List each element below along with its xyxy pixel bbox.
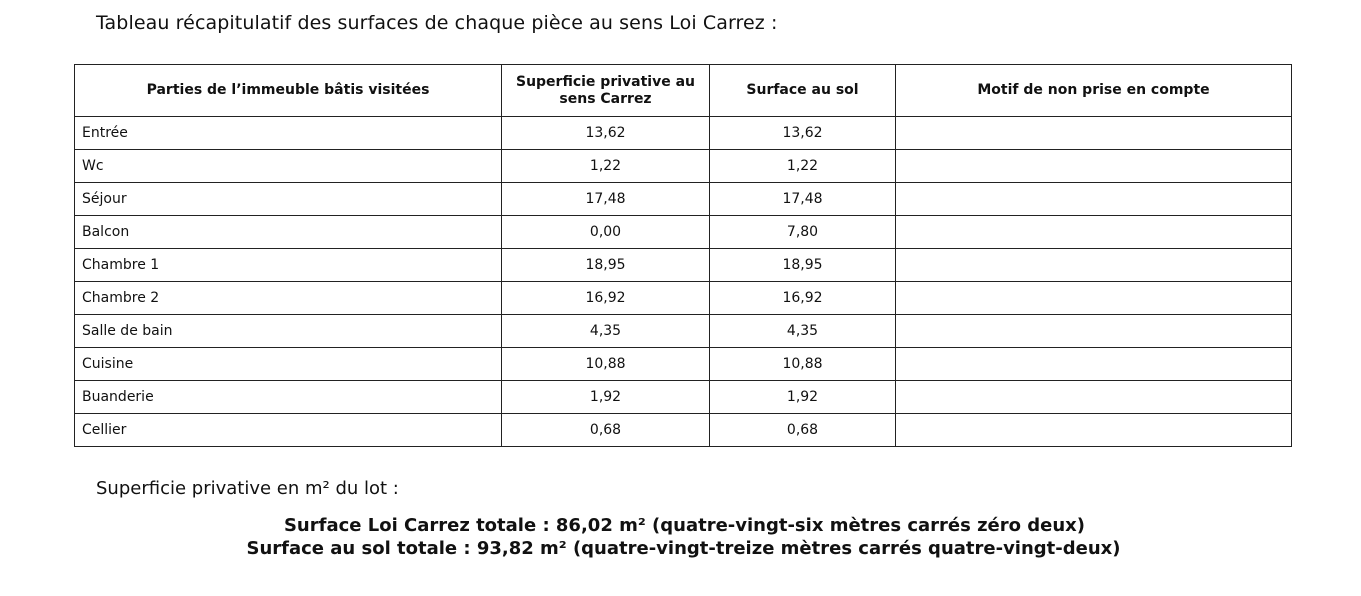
- total-carrez: Surface Loi Carrez totale : 86,02 m² (quatre-vingt-six mètres carrés zéro deux): [283, 515, 1086, 536]
- table-row: [75, 249, 1292, 282]
- row-carrez: 0,00: [502, 216, 710, 249]
- row-name: Wc: [75, 150, 502, 183]
- row-sol: 1,22: [710, 150, 896, 183]
- surfaces-table: [74, 64, 1292, 447]
- row-carrez: 1,92: [502, 381, 710, 414]
- table-row: [75, 117, 1292, 150]
- table-row: [75, 183, 1292, 216]
- row-name: Chambre 1: [75, 249, 502, 282]
- table-row: [75, 348, 1292, 381]
- row-carrez: 0,68: [502, 414, 710, 447]
- row-motif: [896, 381, 1292, 414]
- table-row: [75, 150, 1292, 183]
- row-carrez: 18,95: [502, 249, 710, 282]
- row-name: Séjour: [75, 183, 502, 216]
- row-sol: 17,48: [710, 183, 896, 216]
- row-sol: 10,88: [710, 348, 896, 381]
- table-row: [75, 381, 1292, 414]
- table-row: [75, 216, 1292, 249]
- row-sol: 0,68: [710, 414, 896, 447]
- row-carrez: 17,48: [502, 183, 710, 216]
- row-carrez: 10,88: [502, 348, 710, 381]
- table-row: [75, 414, 1292, 447]
- header-superficie-carrez: Superficie privative au sens Carrez: [502, 65, 710, 117]
- row-motif: [896, 282, 1292, 315]
- row-carrez: 1,22: [502, 150, 710, 183]
- row-motif: [896, 315, 1292, 348]
- row-name: Cuisine: [75, 348, 502, 381]
- row-motif: [896, 117, 1292, 150]
- row-name: Salle de bain: [75, 315, 502, 348]
- row-motif: [896, 249, 1292, 282]
- row-carrez: 4,35: [502, 315, 710, 348]
- row-name: Chambre 2: [75, 282, 502, 315]
- row-motif: [896, 414, 1292, 447]
- table-row: [75, 282, 1292, 315]
- row-sol: 18,95: [710, 249, 896, 282]
- row-carrez: 16,92: [502, 282, 710, 315]
- row-motif: [896, 150, 1292, 183]
- row-carrez: 13,62: [502, 117, 710, 150]
- header-surface-sol: Surface au sol: [710, 65, 896, 117]
- row-sol: 7,80: [710, 216, 896, 249]
- row-name: Cellier: [75, 414, 502, 447]
- row-motif: [896, 348, 1292, 381]
- row-sol: 13,62: [710, 117, 896, 150]
- row-sol: 4,35: [710, 315, 896, 348]
- document-title: Tableau récapitulatif des surfaces de chaque pièce au sens Loi Carrez :: [96, 12, 778, 34]
- table-header-row: [75, 65, 1292, 117]
- row-sol: 1,92: [710, 381, 896, 414]
- header-parties: Parties de l’immeuble bâtis visitées: [75, 65, 502, 117]
- row-motif: [896, 183, 1292, 216]
- header-motif: Motif de non prise en compte: [896, 65, 1292, 117]
- total-sol: Surface au sol totale : 93,82 m² (quatre-vingt-treize mètres carrés quatre-vingt-deux): [246, 538, 1121, 559]
- section-subtitle: Superficie privative en m² du lot :: [96, 478, 399, 499]
- row-sol: 16,92: [710, 282, 896, 315]
- row-motif: [896, 216, 1292, 249]
- row-name: Balcon: [75, 216, 502, 249]
- table-row: [75, 315, 1292, 348]
- row-name: Entrée: [75, 117, 502, 150]
- row-name: Buanderie: [75, 381, 502, 414]
